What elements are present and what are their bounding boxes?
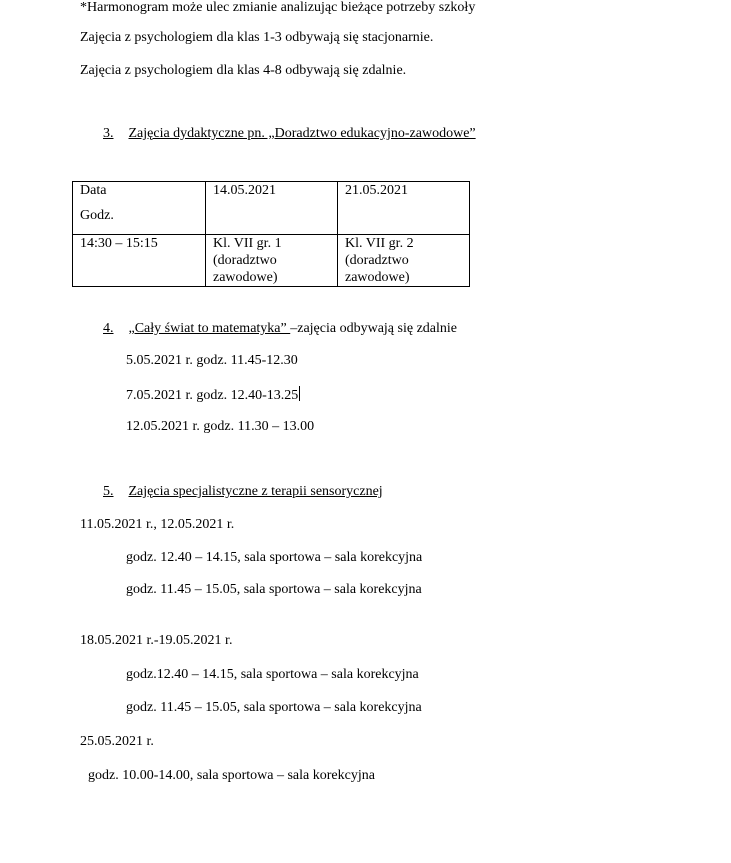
section-3-title: Zajęcia dydaktyczne pn. „Doradztwo edukacyjno-zawodowe” xyxy=(128,126,476,141)
list-item: godz. 11.45 – 15.05, sala sportowa – sala korekcyjna xyxy=(126,700,422,715)
group-3-date: 25.05.2021 r. xyxy=(80,734,154,749)
list-item-text: 7.05.2021 r. godz. 12.40-13.25 xyxy=(126,388,299,403)
section-5-title: Zajęcia specjalistyczne z terapii sensorycznej xyxy=(128,484,383,499)
group-2-date: 18.05.2021 r.-19.05.2021 r. xyxy=(80,633,233,648)
list-item: godz. 10.00-14.00, sala sportowa – sala korekcyjna xyxy=(88,768,375,783)
list-item: godz. 11.45 – 15.05, sala sportowa – sala korekcyjna xyxy=(126,582,422,597)
group-2-type-line1: (doradztwo xyxy=(345,253,409,268)
table-cell-group-2 xyxy=(338,235,470,287)
table-header-date-1: 14.05.2021 xyxy=(206,182,338,235)
table-header-date-2: 21.05.2021 xyxy=(338,182,470,235)
header-godz-label: Godz. xyxy=(80,208,114,223)
group-1-type-line2: zawodowe) xyxy=(213,270,278,285)
psychologist-classes-1-3: Zajęcia z psychologiem dla klas 1-3 odbywają się stacjonarnie. xyxy=(80,30,434,45)
list-item xyxy=(126,386,300,404)
group-2-class: Kl. VII gr. 2 xyxy=(345,236,414,251)
table-cell-time: 14:30 – 15:15 xyxy=(73,235,206,287)
table-header-row xyxy=(73,182,470,235)
section-3-number: 3. xyxy=(103,126,114,141)
section-4-heading xyxy=(103,321,457,337)
section-4-title: „Cały świat to matematyka” xyxy=(128,321,291,336)
section-5-heading xyxy=(103,484,383,500)
career-counseling-table xyxy=(72,181,470,287)
section-4-number: 4. xyxy=(103,321,114,336)
text-cursor xyxy=(299,386,300,401)
list-item: godz. 12.40 – 14.15, sala sportowa – sala korekcyjna xyxy=(126,550,423,565)
list-item: 5.05.2021 r. godz. 11.45-12.30 xyxy=(126,353,298,368)
group-1-type-line1: (doradztwo xyxy=(213,253,277,268)
section-3-heading xyxy=(103,126,476,142)
section-4-suffix: –zajęcia odbywają się zdalnie xyxy=(290,321,457,336)
section-5-number: 5. xyxy=(103,484,114,499)
group-2-type-line2: zawodowe) xyxy=(345,270,410,285)
psychologist-classes-4-8: Zajęcia z psychologiem dla klas 4-8 odbywają się zdalnie. xyxy=(80,63,407,78)
table-cell-group-1 xyxy=(206,235,338,287)
table-header-date-time xyxy=(73,182,206,235)
schedule-change-note: *Harmonogram może ulec zmianie analizując bieżące potrzeby szkoły xyxy=(80,0,476,15)
group-1-class: Kl. VII gr. 1 xyxy=(213,236,282,251)
list-item: 12.05.2021 r. godz. 11.30 – 13.00 xyxy=(126,419,315,434)
group-1-date: 11.05.2021 r., 12.05.2021 r. xyxy=(80,517,235,532)
list-item: godz.12.40 – 14.15, sala sportowa – sala korekcyjna xyxy=(126,667,419,682)
table-row xyxy=(73,235,470,287)
header-data-label: Data xyxy=(80,183,107,198)
